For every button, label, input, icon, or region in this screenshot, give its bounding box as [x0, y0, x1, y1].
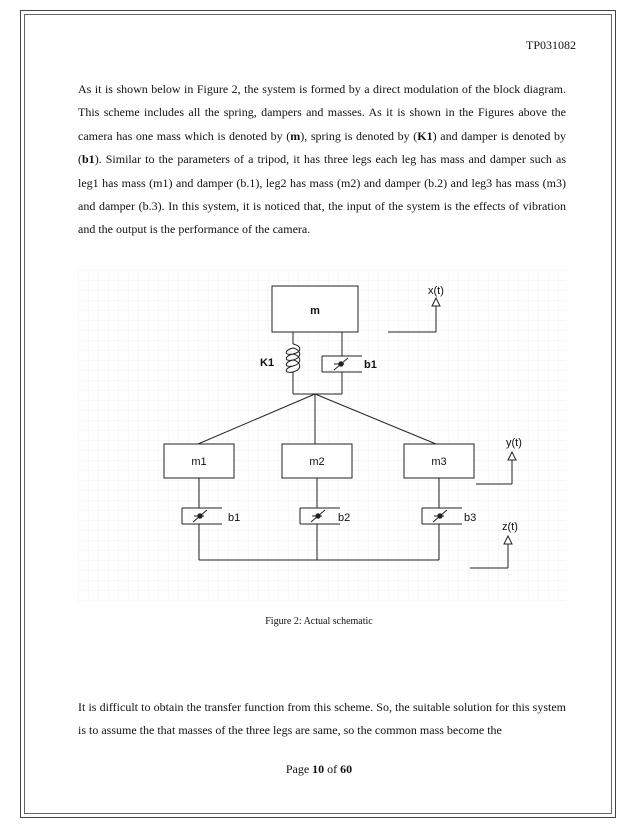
- z-coordinate-label: z(t): [502, 521, 518, 533]
- page-footer: [0, 762, 638, 777]
- document-id: TP031082: [525, 38, 576, 52]
- schematic-figure: [78, 270, 566, 602]
- para1-mass-symbol: m: [290, 128, 301, 143]
- para1-text-b: ), spring is denoted by (: [300, 128, 418, 143]
- leg3-damper-label: b3: [464, 512, 477, 524]
- leg1-damper-label: b1: [228, 512, 241, 524]
- paragraph-conclusion: It is difficult to obtain the transfer function from this scheme. So, the suitable solution for this system is to assume the that masses of the three legs are same, so the common mass become the: [78, 700, 566, 738]
- paragraph-intro: [78, 78, 566, 242]
- spring-label: K1: [260, 357, 275, 369]
- top-damper-label: b1: [364, 359, 377, 371]
- leg3-mass-label: m3: [431, 456, 447, 468]
- schematic-diagram: [78, 270, 566, 602]
- para1-text-a: As it is shown below in Figure 2, the system is formed by a direct modulation of the block diagram. This scheme includes all the spring, dampers and masses. As it is shown in the Figures above the camera has one mass which is denoted by (: [78, 82, 566, 143]
- x-coordinate-label: x(t): [428, 285, 444, 297]
- leg2-mass-label: m2: [309, 456, 325, 468]
- para1-text-d: ). Similar to the parameters of a tripod, it has three legs each leg has mass and damper such as leg1 has mass (m1) and damper (b.1), leg2 has mass (m2) and damper (b.2) and leg3 has mass (m3) and damper (b.3). In this system, it is noticed that, the input of the system is the effects of vibration and the output is the performance of the camera.: [78, 152, 566, 237]
- figure-caption: Figure 2: Actual schematic: [265, 616, 373, 627]
- para1-text-c: ) and damper is denoted by (: [78, 128, 567, 167]
- top-mass-label: m: [310, 305, 320, 317]
- leg2-damper-label: b2: [338, 512, 351, 524]
- para1-spring-symbol: K1: [417, 128, 433, 143]
- footer-total-pages: 60: [340, 762, 353, 776]
- footer-page-number: 10: [312, 762, 325, 776]
- leg1-mass-label: m1: [191, 456, 207, 468]
- para1-damper-symbol: b1: [82, 152, 95, 167]
- y-coordinate-label: y(t): [506, 437, 522, 449]
- footer-middle: of: [324, 762, 341, 776]
- footer-prefix: Page: [285, 762, 313, 776]
